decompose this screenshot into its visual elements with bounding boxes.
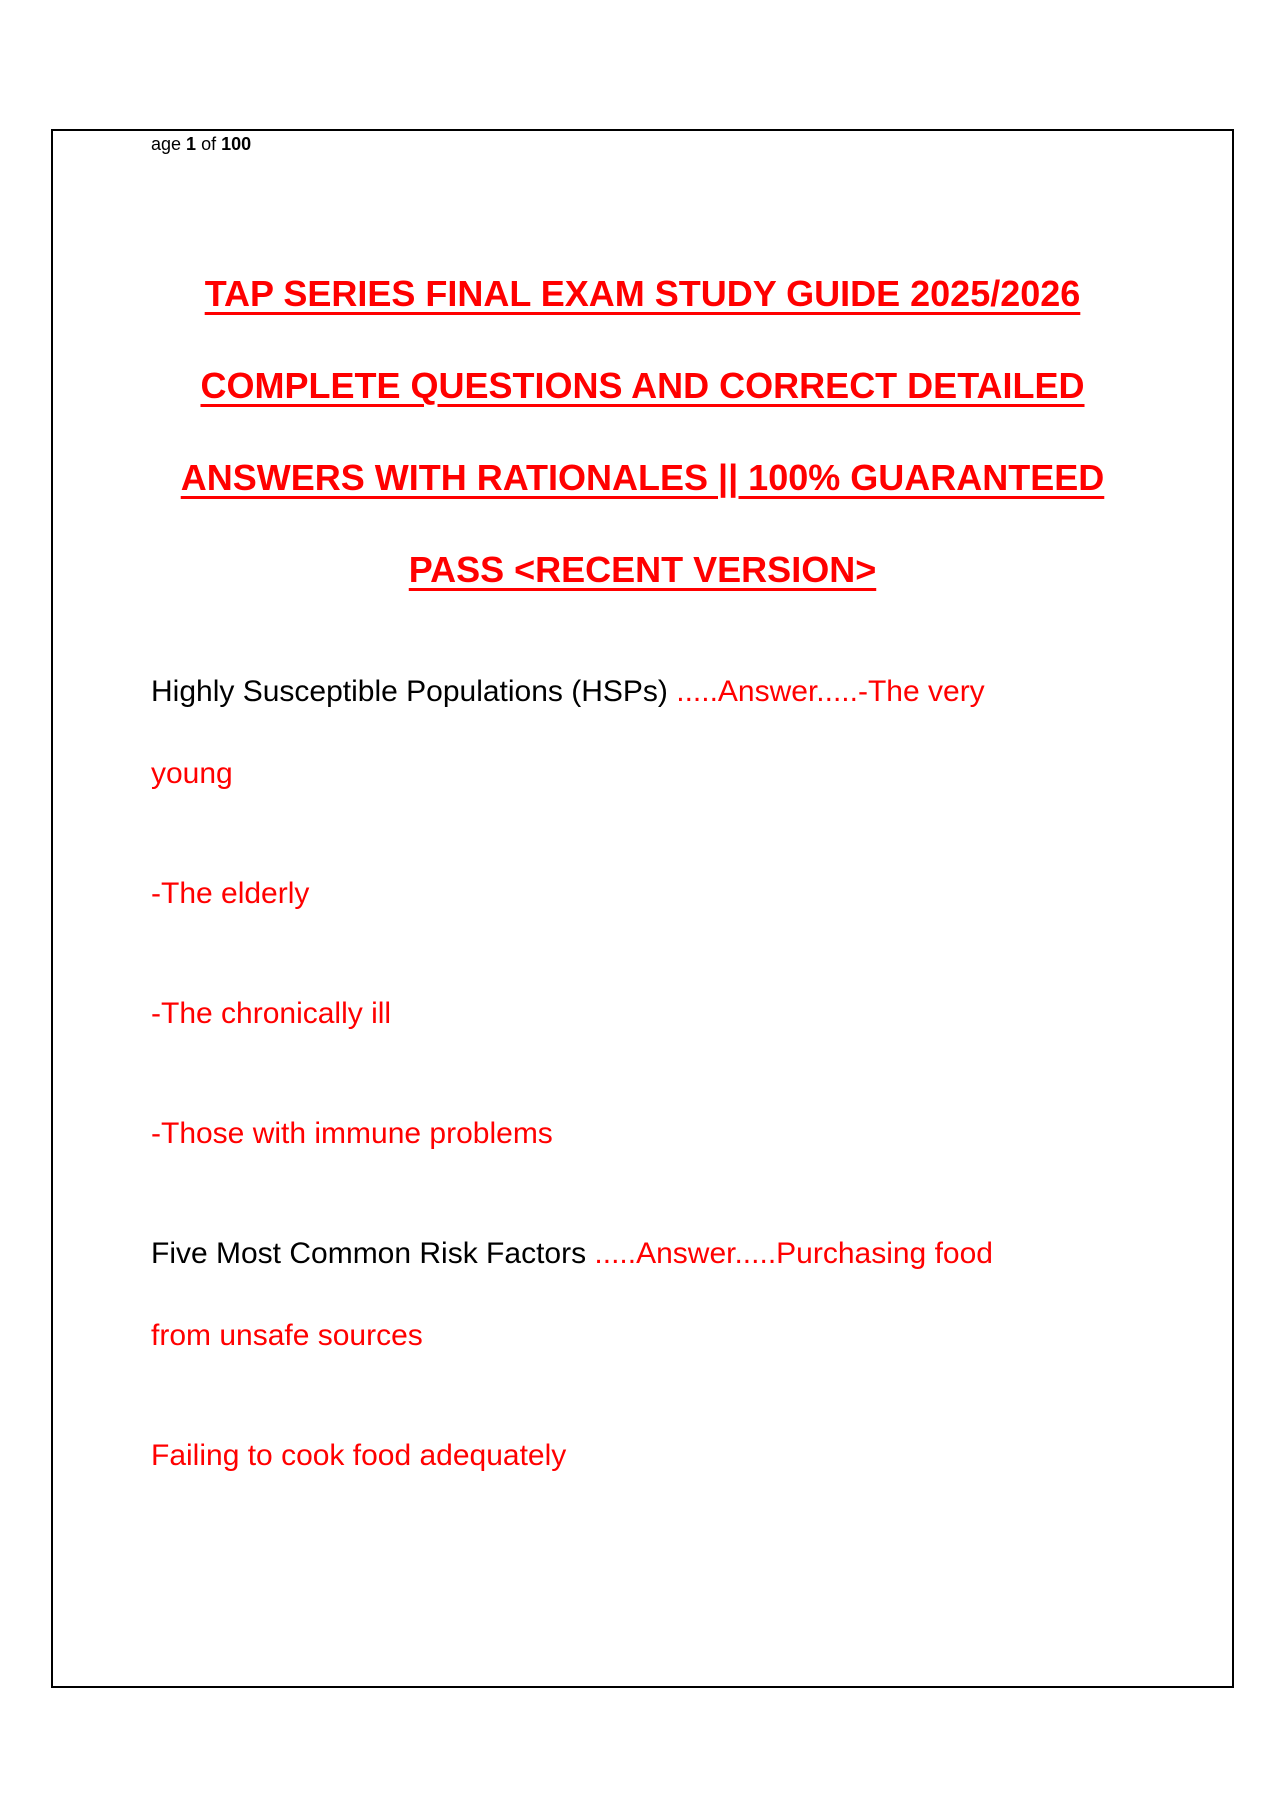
qa-1-answer-first: -The very bbox=[857, 675, 985, 708]
qa-2-answer-marker: .....Answer..... bbox=[594, 1237, 777, 1270]
qa-2-answer-first: Purchasing food bbox=[776, 1237, 993, 1270]
qa-2-answer-line-1: from unsafe sources bbox=[151, 1319, 423, 1352]
qa-2-question: Five Most Common Risk Factors bbox=[151, 1237, 595, 1270]
qa-2-question-line bbox=[151, 1234, 993, 1274]
qa-1-answer-line-3: -The chronically ill bbox=[151, 997, 392, 1030]
qa-1-question: Highly Susceptible Populations (HSPs) bbox=[151, 675, 677, 708]
title-line-3: ANSWERS WITH RATIONALES || 100% GUARANTEED bbox=[180, 457, 1105, 498]
page-number-of: of bbox=[196, 134, 222, 154]
page-number-prefix: age bbox=[151, 134, 187, 154]
title-line-1: TAP SERIES FINAL EXAM STUDY GUIDE 2025/2026 bbox=[204, 273, 1081, 314]
qa-1-answer-line-2: -The elderly bbox=[151, 877, 310, 910]
title-line-4: PASS <RECENT VERSION> bbox=[408, 549, 877, 590]
qa-1-answer-marker: .....Answer..... bbox=[676, 675, 858, 708]
title-line-2: COMPLETE QUESTIONS AND CORRECT DETAILED bbox=[200, 365, 1085, 406]
document-title bbox=[51, 248, 1234, 616]
page-number-current: 1 bbox=[186, 134, 197, 154]
qa-1-question-line bbox=[151, 672, 985, 712]
page-number-total: 100 bbox=[221, 134, 252, 154]
qa-1-answer-line-1: young bbox=[151, 757, 233, 790]
qa-2-answer-line-2: Failing to cook food adequately bbox=[151, 1439, 567, 1472]
page-number bbox=[151, 132, 251, 156]
qa-1-answer-line-4: -Those with immune problems bbox=[151, 1117, 553, 1150]
